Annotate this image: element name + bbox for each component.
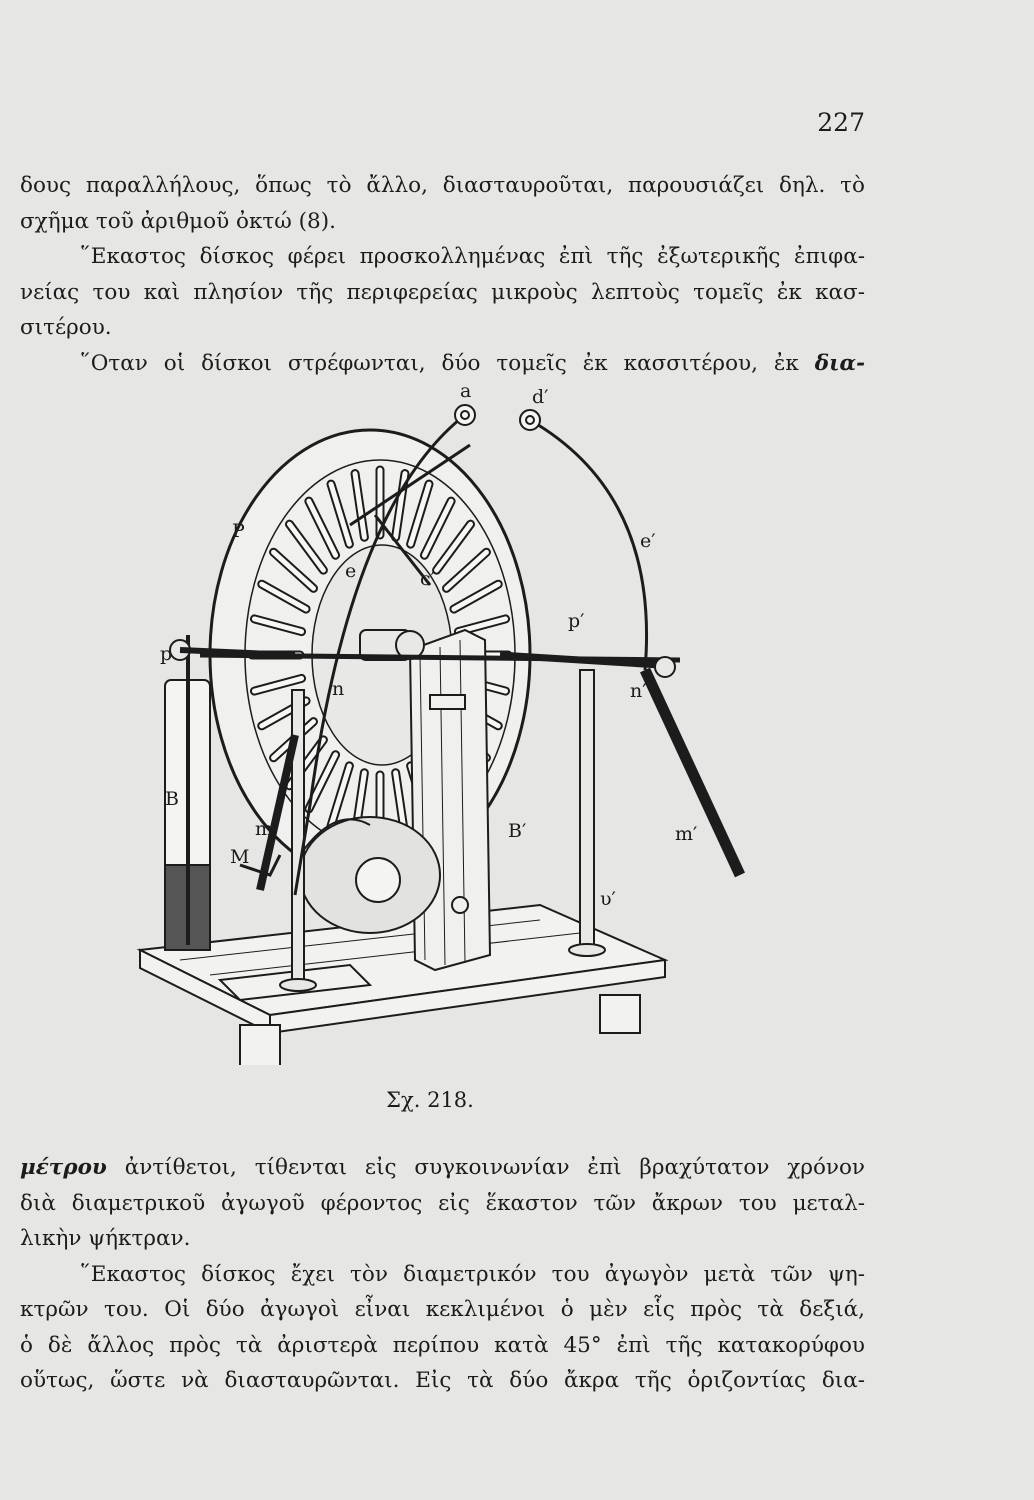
label-m: m [255, 818, 274, 840]
text-line-body: ῞Οταν οἱ δίσκοι στρέφωνται, δύο τομεῖς ἐκ κασσιτέρου, ἐκ [80, 350, 799, 376]
paragraph [20, 239, 865, 346]
paragraph [20, 1150, 865, 1257]
text-line: ῞Εκαστος δίσκος φέρει προσκολλημένας ἐπὶ τῆς ἐξωτερικῆς ἐπιφα- [80, 244, 865, 269]
label-d-prime: d′ [532, 386, 549, 408]
text-line: λικὴν ψήκτραν. [20, 1226, 191, 1251]
text-line: δους παραλλήλους, ὅπως τὸ ἄλλο, διασταυροῦται, παρουσιάζει δηλ. τὸ [20, 173, 865, 198]
paragraph [20, 1257, 865, 1399]
paragraph [20, 346, 865, 382]
paragraph [20, 168, 865, 239]
text-line: ῞Εκαστος δίσκος ἔχει τὸν διαμετρικόν του ἀγωγὸν μετὰ τῶν ψη- [80, 1261, 865, 1287]
text-line-body: ἀντίθετοι, τίθενται εἰς συγκοινωνίαν ἐπὶ βραχύτατον χρόνον [106, 1155, 865, 1180]
label-a: a [460, 385, 472, 402]
label-n: n [332, 678, 345, 700]
label-M: M [230, 846, 250, 868]
text-line: σιτέρου. [20, 315, 112, 340]
label-p: p [160, 643, 173, 665]
label-P: P [232, 520, 245, 542]
figure-wimshurst-machine [120, 385, 890, 1065]
machine-illustration [120, 385, 890, 1065]
text-line [20, 346, 865, 382]
page-number: 227 [817, 108, 865, 137]
top-text-block [20, 168, 865, 381]
bold-term: δια- [814, 350, 865, 376]
text-line: νείας του καὶ πλησίον τῆς περιφερείας μικροὺς λεπτοὺς τομεῖς ἐκ κασ- [20, 279, 865, 305]
label-p-prime: p′ [568, 610, 585, 632]
label-c-prime: c′ [420, 568, 435, 590]
text-line: ὁ δὲ ἄλλος πρὸς τὰ ἀριστερὰ περίπου κατὰ 45° ἐπὶ τῆς κατακορύφου [20, 1332, 865, 1358]
label-n-prime: n′ [630, 680, 647, 702]
label-v-prime: υ′ [600, 888, 616, 910]
bold-term: μέτρου [20, 1155, 107, 1180]
label-e: e [345, 560, 357, 582]
label-B: B [165, 788, 179, 810]
text-line [20, 1150, 865, 1186]
text-line: σχῆμα τοῦ ἀριθμοῦ ὀκτώ (8). [20, 208, 336, 234]
bottom-text-block [20, 1150, 865, 1399]
label-B-prime: B′ [508, 820, 527, 842]
figure-caption: Σχ. 218. [386, 1088, 474, 1112]
label-e-prime: e′ [640, 530, 656, 552]
text-line: οὕτως, ὥστε νὰ διασταυρῶνται. Εἰς τὰ δύο ἄκρα τῆς ὁριζοντίας δια- [20, 1368, 865, 1393]
text-line: διὰ διαμετρικοῦ ἀγωγοῦ φέροντος εἰς ἕκαστον τῶν ἄκρων του μεταλ- [20, 1190, 865, 1216]
text-line: κτρῶν του. Οἱ δύο ἀγωγοὶ εἶναι κεκλιμένοι ὁ μὲν εἷς πρὸς τὰ δεξιά, [20, 1297, 865, 1322]
label-m-prime: m′ [675, 823, 698, 845]
